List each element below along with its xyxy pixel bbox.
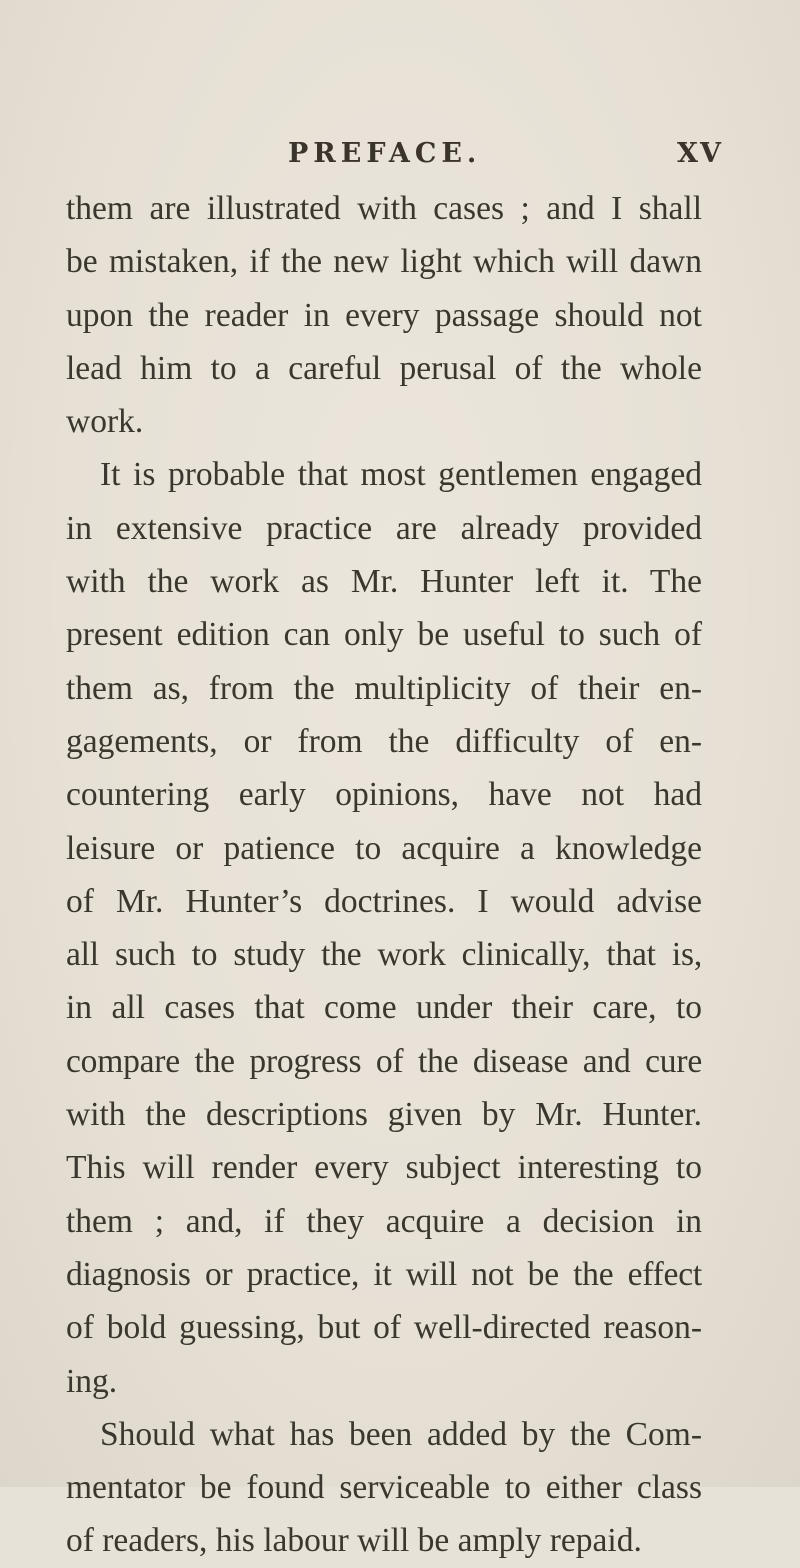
text-line: upon the reader in every passage should not	[66, 296, 702, 334]
running-title: PREFACE.	[288, 138, 482, 169]
text-line: gagements, or from the difficulty of en-	[66, 722, 702, 760]
running-head	[0, 138, 800, 178]
text-line: of bold guessing, but of well-directed reason-	[66, 1309, 702, 1347]
text-line: them ; and, if they acquire a decision in	[66, 1202, 702, 1240]
paragraph-start-line: Should what has been added by the Com-	[100, 1415, 702, 1453]
text-line: This will render every subject interesting to	[66, 1149, 702, 1187]
text-line: compare the progress of the disease and cure	[66, 1042, 702, 1080]
text-line: of Mr. Hunter’s doctrines. I would advise	[66, 882, 702, 920]
text-line: diagnosis or practice, it will not be the effect	[66, 1255, 702, 1293]
text-line: in extensive practice are already provided	[66, 509, 702, 547]
text-line: them as, from the multiplicity of their en-	[66, 669, 702, 707]
text-line: in all cases that come under their care, to	[66, 989, 702, 1027]
page-number: XV	[677, 138, 723, 169]
text-line: be mistaken, if the new light which will dawn	[66, 243, 702, 281]
text-line: lead him to a careful perusal of the whole	[66, 349, 702, 387]
text-line: leisure or patience to acquire a knowledge	[66, 829, 702, 867]
text-line: ing.	[66, 1362, 118, 1400]
text-line: them are illustrated with cases ; and I shall	[66, 190, 702, 227]
text-line: with the work as Mr. Hunter left it. The	[66, 563, 702, 601]
text-line: present edition can only be useful to such of	[66, 616, 702, 654]
text-line: of readers, his labour will be amply repaid.	[66, 1522, 642, 1560]
text-line: work.	[66, 403, 144, 441]
text-line: mentator be found serviceable to either class	[66, 1469, 702, 1507]
paragraph-start-line: It is probable that most gentlemen engaged	[100, 456, 702, 494]
text-line: all such to study the work clinically, that is,	[66, 936, 702, 974]
text-line: countering early opinions, have not had	[66, 776, 702, 814]
body-text	[66, 182, 702, 1568]
text-line: with the descriptions given by Mr. Hunter.	[66, 1096, 702, 1134]
